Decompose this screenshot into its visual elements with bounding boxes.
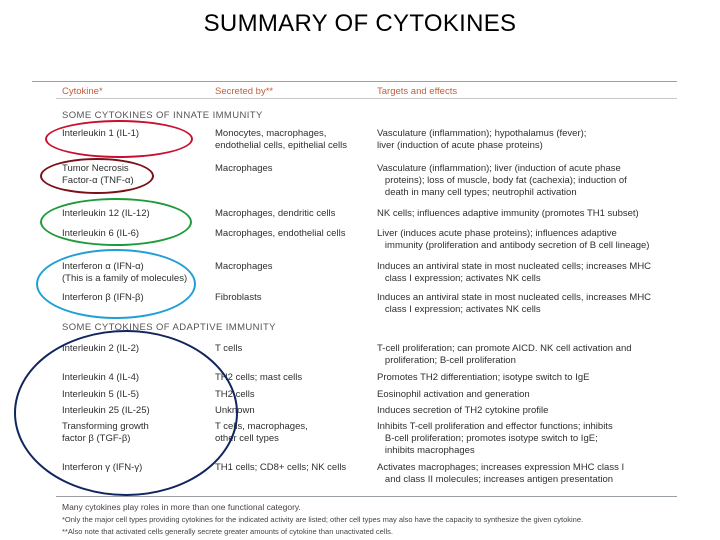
annotation-ring-light-blue (36, 249, 196, 319)
cytokine-tgf-beta: Transforming growth factor β (TGF-β) (62, 421, 149, 444)
header-rule (56, 98, 677, 99)
cytokine-il25: Interleukin 25 (IL-25) (62, 405, 150, 416)
section-heading-adaptive: SOME CYTOKINES OF ADAPTIVE IMMUNITY (62, 322, 276, 333)
annotation-ring-navy (14, 330, 238, 496)
page-title: SUMMARY OF CYTOKINES (203, 10, 517, 37)
secreted-il6: Macrophages, endothelial cells (215, 228, 346, 239)
secreted-il4: TH2 cells; mast cells (215, 372, 303, 383)
secreted-il25: Unknown (215, 405, 255, 416)
secreted-tgf-beta: T cells, macrophages, other cell types (215, 421, 308, 444)
column-header-targets-effects: Targets and effects (377, 86, 458, 97)
cytokine-il4: Interleukin 4 (IL-4) (62, 372, 140, 383)
annotation-ring-green (40, 198, 192, 246)
footnote-secreted-by: *Only the major cell types providing cytokines for the indicated activity are listed; other cell types may also have the capacity to synthesize the given cytokine. (62, 515, 584, 524)
cytokine-il6: Interleukin 6 (IL-6) (62, 228, 140, 239)
effects-il4: Promotes TH2 differentiation; isotype switch to IgE (377, 372, 590, 383)
secreted-ifn-gamma: TH1 cells; CD8+ cells; NK cells (215, 462, 347, 473)
cytokine-tnf: Tumor Necrosis Factor-α (TNF-α) (62, 163, 134, 186)
column-header-cytokine: Cytokine* (62, 86, 103, 97)
cytokine-ifn-alpha: Interferon α (IFN-α) (This is a family of molecules) (62, 261, 188, 284)
section-heading-innate: SOME CYTOKINES OF INNATE IMMUNITY (62, 110, 263, 121)
effects-tgf-beta: Inhibits T-cell proliferation and effector functions; inhibits B-cell proliferation; promotes isotype switch to IgE; inhibits macrophages (377, 421, 613, 456)
table-bottom-rule (56, 496, 677, 497)
secreted-ifn-alpha: Macrophages (215, 261, 273, 272)
secreted-il12: Macrophages, dendritic cells (215, 208, 336, 219)
effects-il5: Eosinophil activation and generation (377, 389, 530, 400)
cytokine-ifn-gamma: Interferon γ (IFN-γ) (62, 462, 143, 473)
secreted-tnf: Macrophages (215, 163, 273, 174)
effects-il1: Vasculature (inflammation); hypothalamus (fever); liver (induction of acute phase proteins) (377, 128, 587, 151)
effects-il12: NK cells; influences adaptive immunity (promotes TH1 subset) (377, 208, 639, 219)
secreted-il2: T cells (215, 343, 243, 354)
effects-ifn-gamma: Activates macrophages; increases expression MHC class I and class II molecules; increases antigen presentation (377, 462, 625, 485)
secreted-ifn-beta: Fibroblasts (215, 292, 262, 303)
effects-il2: T-cell proliferation; can promote AICD. NK cell activation and proliferation; B-cell proliferation (377, 343, 632, 366)
cytokine-il5: Interleukin 5 (IL-5) (62, 389, 140, 400)
secreted-il1: Monocytes, macrophages, endothelial cells, epithelial cells (215, 128, 348, 151)
effects-il25: Induces secretion of TH2 cytokine profile (377, 405, 549, 416)
cytokine-il1: Interleukin 1 (IL-1) (62, 128, 140, 139)
annotation-ring-red (45, 120, 193, 158)
annotation-ring-dark-red (40, 158, 154, 194)
cytokine-ifn-beta: Interferon β (IFN-β) (62, 292, 144, 303)
effects-ifn-alpha: Induces an antiviral state in most nucleated cells; increases MHC class I expression; activates NK cells (377, 261, 652, 284)
effects-tnf: Vasculature (inflammation); liver (induction of acute phase proteins); loss of muscle, body fat (cachexia); induction of death in many cell types; neutrophil activation (377, 163, 627, 198)
secreted-il5: TH2 cells (215, 389, 255, 400)
effects-il6: Liver (induces acute phase proteins); influences adaptive immunity (proliferation and antibody secretion of B cell lineage) (377, 228, 650, 251)
footnote-general: Many cytokines play roles in more than one functional category. (62, 502, 301, 512)
column-header-secreted-by: Secreted by** (215, 86, 274, 97)
footnote-activated-cells: **Also note that activated cells generally secrete greater amounts of cytokine than unactivated cells. (62, 527, 394, 536)
table-top-rule (32, 81, 677, 82)
effects-ifn-beta: Induces an antiviral state in most nucleated cells, increases MHC class I expression; activates NK cells (377, 292, 652, 315)
cytokine-il12: Interleukin 12 (IL-12) (62, 208, 150, 219)
cytokine-il2: Interleukin 2 (IL-2) (62, 343, 140, 354)
